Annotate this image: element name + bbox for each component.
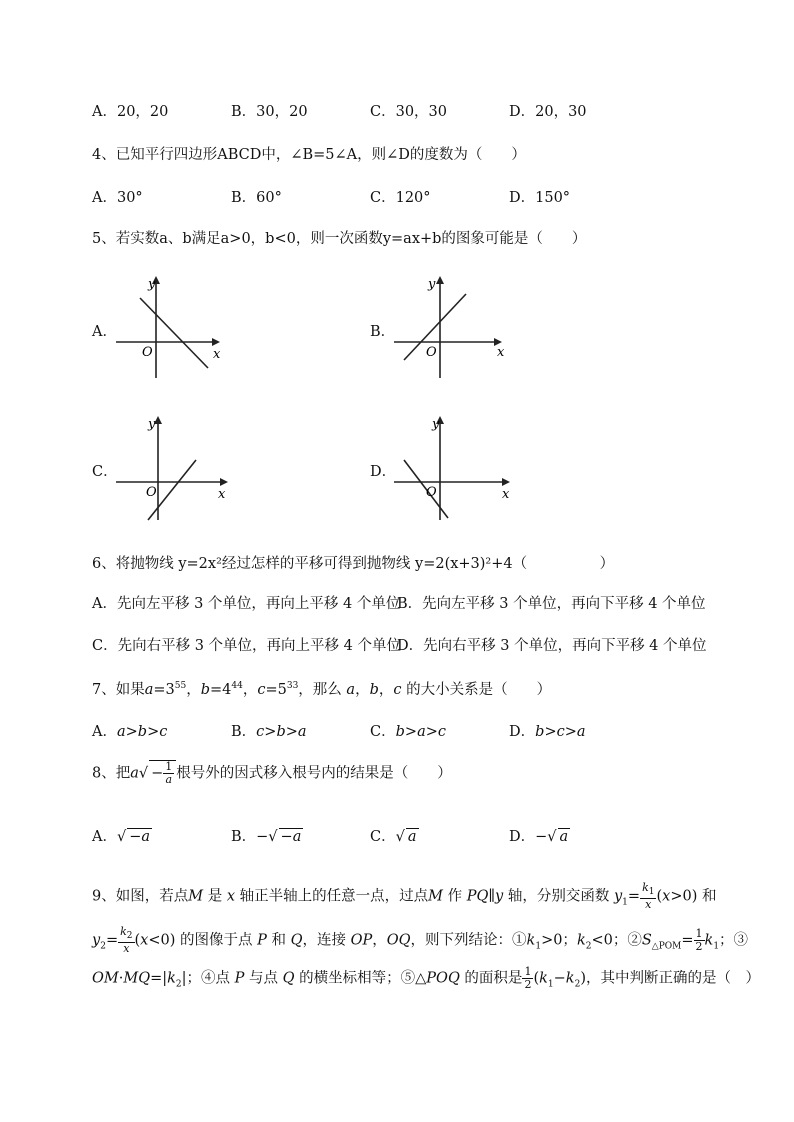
svg-text:O: O xyxy=(426,345,437,360)
q8-option-d: D．−√ a xyxy=(509,829,569,845)
svg-text:x: x xyxy=(213,347,221,362)
q8-question: 8、把a√ − $\frac{1}{a}$ 根号外的因式移入根号内的结果是（ ） xyxy=(92,760,452,786)
q7-option-b: B．c>b>a xyxy=(231,724,307,740)
svg-text:O: O xyxy=(426,485,437,500)
svg-text:x: x xyxy=(218,487,226,502)
q4-option-c: C．120° xyxy=(370,190,431,206)
q5-question: 5、若实数a、b满足a>0，b<0，则一次函数y=ax+b的图象可能是（ ） xyxy=(92,231,587,247)
q4-option-b: B．60° xyxy=(231,190,282,206)
svg-text:O: O xyxy=(146,485,157,500)
q5-label-a: A． xyxy=(92,324,117,340)
q8-prefix: 8、把 xyxy=(92,765,131,782)
q7-option-c: C．b>a>c xyxy=(370,724,446,740)
q5-label-c: C． xyxy=(92,464,118,480)
svg-text:y: y xyxy=(148,417,156,432)
q9-line-2: $y_2=$ $\frac{k_2}{x}$ (x<0) 的图像于点 P 和 Q，连接 OP，OQ，则下列结论：$①k_1>0$；$k_2<0$；$②S_{\triangle POM}=$ $\frac{1}{2}$ $k_1$；③ xyxy=(92,925,749,956)
svg-text:y: y xyxy=(432,417,440,432)
q5-graph-c xyxy=(112,410,237,525)
svg-text:y: y xyxy=(428,277,436,292)
q6-question: 6、将抛物线 y=2x²经过怎样的平移可得到抛物线 y=2(x+3)²+4（ ） xyxy=(92,556,615,572)
q6-option-a: A．先向左平移 3 个单位，再向上平移 4 个单位 xyxy=(92,596,401,612)
q5-graph-b xyxy=(390,270,510,382)
svg-text:y: y xyxy=(148,277,156,292)
q3-option-d: D．20，30 xyxy=(509,104,587,120)
q4-option-d: D．150° xyxy=(509,190,571,206)
svg-text:x: x xyxy=(497,345,505,360)
q3-option-a: A．20，20 xyxy=(92,104,169,120)
q6-option-b: B．先向左平移 3 个单位，再向下平移 4 个单位 xyxy=(397,596,706,612)
q8-option-c: C．√ a xyxy=(370,829,417,845)
q7-option-a: A．a>b>c xyxy=(92,724,168,740)
q9-line-1: 9、如图，若点M 是 x 轴正半轴上的任意一点，过点M 作 PQ∥y 轴，分别交函数 $y_1=$ $\frac{k_1}{x}$ (x>0) 和 xyxy=(92,881,717,912)
q3-option-b: B．30，20 xyxy=(231,104,308,120)
q5-label-d: D． xyxy=(370,464,397,480)
q8-suffix: 根号外的因式移入根号内的结果是（ ） xyxy=(176,765,452,782)
q5-label-b: B． xyxy=(370,324,396,340)
q6-option-c: C．先向右平移 3 个单位，再向上平移 4 个单位 xyxy=(92,638,401,654)
svg-text:x: x xyxy=(502,487,510,502)
q4-option-a: A．30° xyxy=(92,190,143,206)
q8-option-a: A．√ −a xyxy=(92,829,151,845)
q7-option-d: D．b>c>a xyxy=(509,724,586,740)
q7-question: 7、如果$a=3^{55}$，$b=4^{44}$，$c=5^{33}$，那么 a，b，c 的大小关系是（ ） xyxy=(92,681,552,698)
q7-prefix: 7、如果 xyxy=(92,682,145,698)
q5-graph-d xyxy=(390,410,515,525)
q4-question: 4、已知平行四边形ABCD中，∠B=5∠A，则∠D的度数为（ ） xyxy=(92,147,526,163)
q5-graph-a xyxy=(112,270,232,382)
q9-line-3: $OM\cdot MQ=|k_2|$；④点 P 与点 Q 的横坐标相等；⑤△POQ 的面积是 $\frac{1}{2}$ $(k_1-k_2)$，其中判断正确的是（ ） xyxy=(92,965,760,991)
q6-option-d: D．先向右平移 3 个单位，再向下平移 4 个单位 xyxy=(397,638,707,654)
q8-option-b: B．−√ −a xyxy=(231,829,302,845)
svg-text:O: O xyxy=(142,345,153,360)
q7-suffix: 的大小关系是（ ） xyxy=(406,682,552,698)
q3-option-c: C．30，30 xyxy=(370,104,447,120)
